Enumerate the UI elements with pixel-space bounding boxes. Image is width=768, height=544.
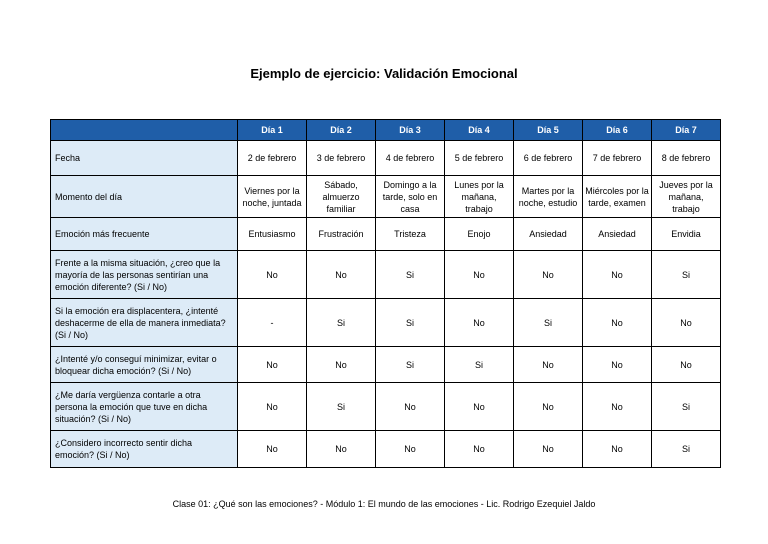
day-header: Día 5 — [514, 120, 583, 141]
table-cell: 7 de febrero — [583, 141, 652, 176]
table-cell: 5 de febrero — [445, 141, 514, 176]
corner-cell — [51, 120, 238, 141]
table-cell: No — [307, 431, 376, 468]
table-cell: Entusiasmo — [238, 218, 307, 251]
table-cell: Si — [307, 383, 376, 431]
table-cell: No — [376, 383, 445, 431]
table-cell: Enojo — [445, 218, 514, 251]
page-footer: Clase 01: ¿Qué son las emociones? - Módulo 1: El mundo de las emociones - Lic. Rodrigo Ezequiel Jaldo — [172, 499, 596, 509]
row-label: Frente a la misma situación, ¿creo que la mayoría de las personas sentirían una emoción diferente? (Si / No) — [51, 251, 238, 299]
table-cell: Si — [376, 347, 445, 383]
row-label: ¿Me daría vergüenza contarle a otra persona la emoción que tuve en dicha situación? (Si / No) — [51, 383, 238, 431]
table-cell: Si — [307, 299, 376, 347]
table-cell: No — [583, 347, 652, 383]
row-label: Fecha — [51, 141, 238, 176]
table-row — [51, 251, 721, 299]
table-cell: No — [445, 383, 514, 431]
table-cell: No — [445, 299, 514, 347]
row-label: Emoción más frecuente — [51, 218, 238, 251]
table-cell: No — [307, 347, 376, 383]
table-cell: No — [583, 251, 652, 299]
day-header: Día 3 — [376, 120, 445, 141]
table-cell: No — [307, 251, 376, 299]
table-cell: Si — [445, 347, 514, 383]
table-row — [51, 383, 721, 431]
table-cell: No — [652, 299, 721, 347]
table-cell: No — [238, 347, 307, 383]
row-label: ¿Intenté y/o conseguí minimizar, evitar o bloquear dicha emoción? (Si / No) — [51, 347, 238, 383]
table-cell: No — [583, 299, 652, 347]
table-cell: No — [514, 383, 583, 431]
table-row — [51, 218, 721, 251]
table-cell: Si — [514, 299, 583, 347]
table-cell: No — [376, 431, 445, 468]
table-row — [51, 299, 721, 347]
table-row — [51, 347, 721, 383]
table-row — [51, 141, 721, 176]
table-cell: No — [514, 347, 583, 383]
table-cell: No — [238, 383, 307, 431]
table-cell: Si — [652, 251, 721, 299]
table-cell: Ansiedad — [514, 218, 583, 251]
table-cell: Sábado, almuerzo familiar — [307, 176, 376, 218]
header-row — [51, 120, 721, 141]
table-cell: Si — [376, 251, 445, 299]
table-cell: No — [514, 251, 583, 299]
table-cell: 8 de febrero — [652, 141, 721, 176]
table-cell: 3 de febrero — [307, 141, 376, 176]
table-cell: 6 de febrero — [514, 141, 583, 176]
row-label: Si la emoción era displacentera, ¿intenté deshacerme de ella de manera inmediata? (Si / No) — [51, 299, 238, 347]
table-row — [51, 176, 721, 218]
table-cell: No — [514, 431, 583, 468]
table-cell: Si — [652, 383, 721, 431]
table-cell: No — [583, 383, 652, 431]
table-row — [51, 431, 721, 468]
table-cell: No — [238, 431, 307, 468]
table-cell: Frustración — [307, 218, 376, 251]
table-cell: No — [238, 251, 307, 299]
table-cell: Domingo a la tarde, solo en casa — [376, 176, 445, 218]
table-cell: 2 de febrero — [238, 141, 307, 176]
day-header: Día 2 — [307, 120, 376, 141]
table-cell: Martes por la noche, estudio — [514, 176, 583, 218]
table-cell: 4 de febrero — [376, 141, 445, 176]
row-label: ¿Considero incorrecto sentir dicha emoción? (Si / No) — [51, 431, 238, 468]
table-cell: No — [583, 431, 652, 468]
day-header: Día 7 — [652, 120, 721, 141]
page-title: Ejemplo de ejercicio: Validación Emocional — [250, 66, 518, 81]
day-header: Día 6 — [583, 120, 652, 141]
table-cell: - — [238, 299, 307, 347]
row-label: Momento del día — [51, 176, 238, 218]
table-cell: No — [445, 251, 514, 299]
table-cell: Jueves por la mañana, trabajo — [652, 176, 721, 218]
table-cell: No — [652, 347, 721, 383]
day-header: Día 4 — [445, 120, 514, 141]
table-cell: Ansiedad — [583, 218, 652, 251]
table-cell: Viernes por la noche, juntada — [238, 176, 307, 218]
table-cell: Si — [376, 299, 445, 347]
table-cell: No — [445, 431, 514, 468]
table-cell: Si — [652, 431, 721, 468]
table-cell: Miércoles por la tarde, examen — [583, 176, 652, 218]
exercise-table — [50, 119, 721, 468]
table-cell: Envidia — [652, 218, 721, 251]
day-header: Día 1 — [238, 120, 307, 141]
table-cell: Tristeza — [376, 218, 445, 251]
table-cell: Lunes por la mañana, trabajo — [445, 176, 514, 218]
